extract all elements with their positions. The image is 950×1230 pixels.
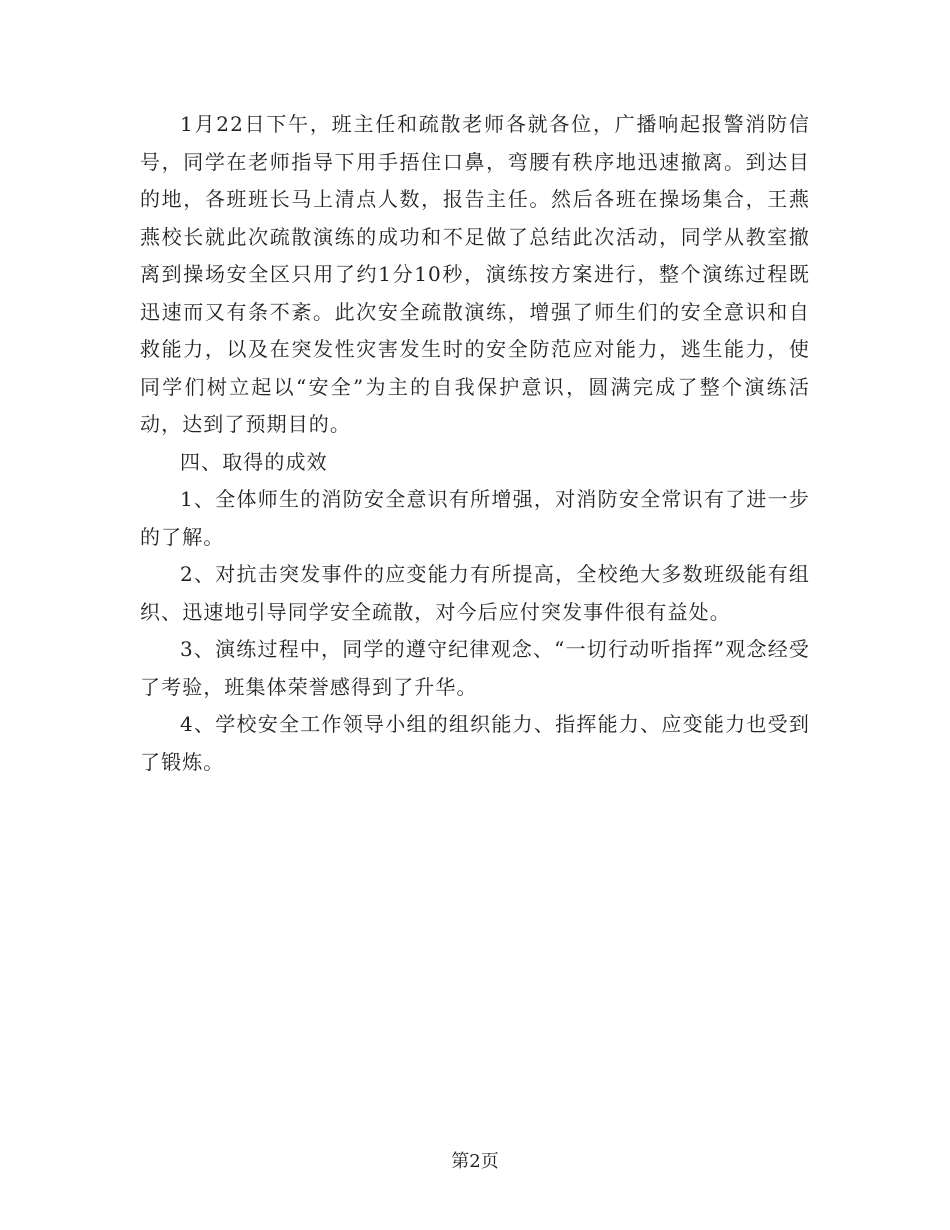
paragraph-result-3: 3、演练过程中，同学的遵守纪律观念、“一切行动听指挥”观念经受了考验，班集体荣誉感得到了升华。 (140, 637, 810, 699)
paragraph-result-2: 2、对抗击突发事件的应变能力有所提高，全校绝大多数班级能有组织、迅速地引导同学安全疏散，对今后应付突发事件很有益处。 (140, 562, 810, 624)
document-body (140, 106, 810, 781)
section-heading-results: 四、取得的成效 (180, 449, 328, 474)
paragraph-result-4: 4、学校安全工作领导小组的组织能力、指挥能力、应变能力也受到了锻炼。 (140, 712, 810, 774)
paragraph-result-1: 1、全体师生的消防安全意识有所增强，对消防安全常识有了进一步的了解。 (140, 487, 810, 549)
page-number: 第2页 (451, 1151, 499, 1172)
paragraph-drill-summary: 1月22日下午，班主任和疏散老师各就各位，广播响起报警消防信号，同学在老师指导下用手捂住口鼻，弯腰有秩序地迅速撤离。到达目的地，各班班长马上清点人数，报告主任。然后各班在操场集合，王燕燕校长就此次疏散演练的成功和不足做了总结此次活动，同学从教室撤离到操场安全区只用了约1分10秒，演练按方案进行，整个演练过程既迅速而又有条不紊。此次安全疏散演练，增强了师生们的安全意识和自救能力，以及在突发性灾害发生时的安全防范应对能力，逃生能力，使同学们树立起以“安全”为主的自我保护意识，圆满完成了整个演练活动，达到了预期目的。 (140, 112, 810, 436)
